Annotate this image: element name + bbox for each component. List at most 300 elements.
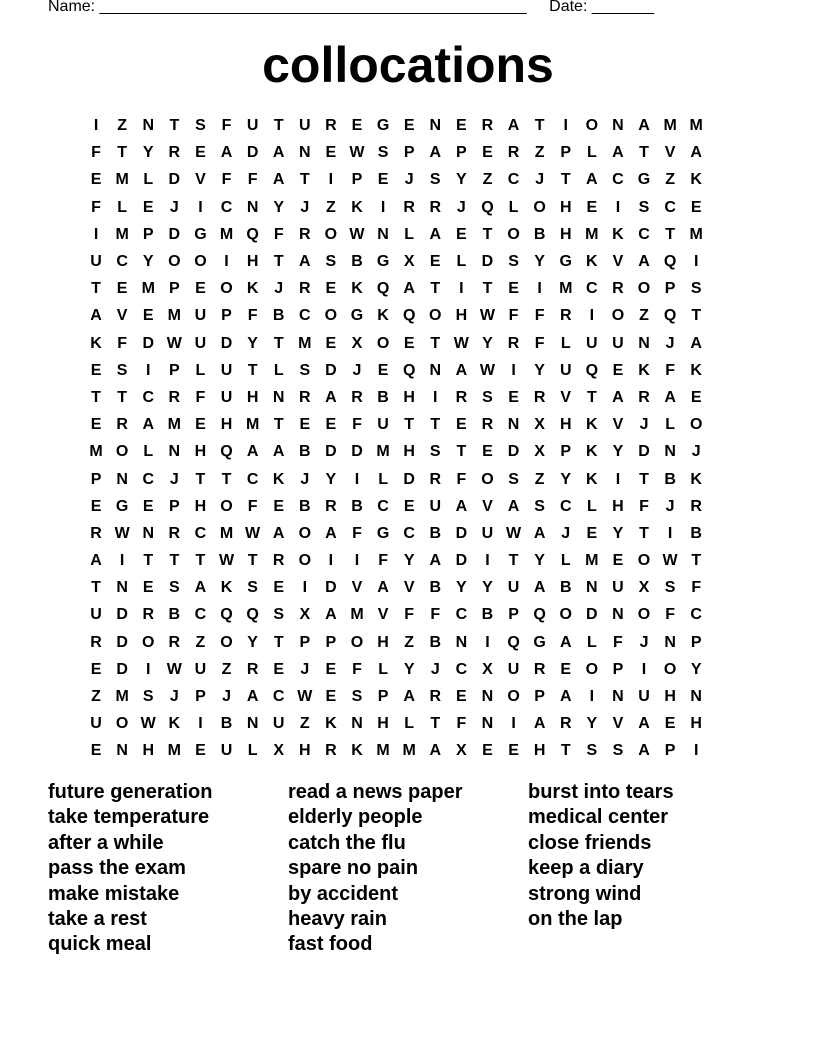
grid-letter[interactable]: Y xyxy=(482,579,493,597)
grid-letter[interactable]: R xyxy=(533,660,546,678)
grid-letter[interactable]: S xyxy=(168,579,180,597)
grid-letter[interactable]: R xyxy=(690,497,702,515)
grid-letter[interactable]: U xyxy=(90,606,102,624)
grid-letter[interactable]: Q xyxy=(585,361,599,379)
grid-letter[interactable]: P xyxy=(612,660,624,678)
grid-letter[interactable]: J xyxy=(300,198,310,216)
grid-letter[interactable]: V xyxy=(403,579,415,597)
grid-letter[interactable]: E xyxy=(612,552,624,570)
grid-letter[interactable]: K xyxy=(690,361,702,379)
grid-letter[interactable]: Y xyxy=(456,171,467,189)
grid-letter[interactable]: N xyxy=(612,688,624,706)
grid-letter[interactable]: A xyxy=(272,443,285,461)
grid-letter[interactable]: N xyxy=(612,117,624,135)
grid-letter[interactable]: T xyxy=(404,416,415,434)
grid-letter[interactable]: M xyxy=(376,443,390,461)
grid-letter[interactable]: U xyxy=(429,497,442,515)
grid-letter[interactable]: N xyxy=(142,117,155,135)
grid-letter[interactable]: F xyxy=(247,307,258,325)
grid-letter[interactable]: L xyxy=(143,443,154,461)
grid-letter[interactable]: B xyxy=(272,307,285,325)
grid-letter[interactable]: E xyxy=(195,280,206,298)
grid-letter[interactable]: I xyxy=(485,552,490,570)
grid-letter[interactable]: A xyxy=(638,117,650,135)
grid-letter[interactable]: P xyxy=(508,606,519,624)
grid-letter[interactable]: H xyxy=(142,742,155,760)
grid-letter[interactable]: U xyxy=(507,579,520,597)
grid-letter[interactable]: G xyxy=(376,117,390,135)
grid-letter[interactable]: I xyxy=(693,742,699,760)
grid-letter[interactable]: A xyxy=(246,688,259,706)
grid-letter[interactable]: F xyxy=(273,225,284,243)
grid-letter[interactable]: O xyxy=(481,470,494,488)
grid-letter[interactable]: M xyxy=(115,688,129,706)
grid-letter[interactable]: J xyxy=(456,198,466,216)
grid-letter[interactable]: F xyxy=(247,171,258,189)
grid-letter[interactable]: E xyxy=(690,388,702,406)
grid-letter[interactable]: O xyxy=(585,660,599,678)
grid-letter[interactable]: E xyxy=(142,198,154,216)
grid-letter[interactable]: S xyxy=(612,742,624,760)
grid-letter[interactable]: H xyxy=(246,388,259,406)
grid-letter[interactable]: K xyxy=(638,361,650,379)
grid-letter[interactable]: Y xyxy=(142,253,154,271)
grid-letter[interactable]: Y xyxy=(142,144,154,162)
grid-letter[interactable]: A xyxy=(325,606,337,624)
grid-letter[interactable]: W xyxy=(662,552,678,570)
grid-letter[interactable]: B xyxy=(220,715,233,733)
grid-letter[interactable]: E xyxy=(116,280,128,298)
grid-letter[interactable]: T xyxy=(508,552,519,570)
grid-letter[interactable]: B xyxy=(429,633,442,651)
grid-letter[interactable]: E xyxy=(195,416,206,434)
grid-letter[interactable]: I xyxy=(354,552,360,570)
grid-letter[interactable]: E xyxy=(273,579,285,597)
grid-letter[interactable]: R xyxy=(559,307,572,325)
grid-letter[interactable]: D xyxy=(168,225,181,243)
grid-letter[interactable]: C xyxy=(142,470,155,488)
grid-letter[interactable]: M xyxy=(219,524,234,542)
grid-letter[interactable]: R xyxy=(638,388,650,406)
grid-letter[interactable]: B xyxy=(377,388,389,406)
grid-letter[interactable]: N xyxy=(664,443,676,461)
grid-letter[interactable]: U xyxy=(220,361,233,379)
grid-letter[interactable]: U xyxy=(90,253,102,271)
grid-letter[interactable]: O xyxy=(663,660,677,678)
grid-letter[interactable]: B xyxy=(351,497,363,515)
grid-letter[interactable]: Y xyxy=(482,334,493,352)
grid-letter[interactable]: Y xyxy=(560,470,572,488)
grid-letter[interactable]: D xyxy=(246,144,259,162)
grid-letter[interactable]: N xyxy=(168,443,181,461)
grid-letter[interactable]: E xyxy=(508,742,519,760)
grid-letter[interactable]: P xyxy=(168,497,180,515)
grid-letter[interactable]: E xyxy=(273,660,285,678)
grid-letter[interactable]: R xyxy=(455,388,468,406)
grid-letter[interactable]: I xyxy=(615,198,621,216)
grid-letter[interactable]: A xyxy=(559,688,572,706)
grid-letter[interactable]: J xyxy=(274,280,284,298)
grid-letter[interactable]: S xyxy=(664,579,676,597)
grid-letter[interactable]: N xyxy=(455,633,468,651)
grid-letter[interactable]: N xyxy=(351,715,363,733)
grid-letter[interactable]: V xyxy=(116,307,128,325)
grid-letter[interactable]: T xyxy=(482,225,493,243)
grid-letter[interactable]: R xyxy=(533,388,546,406)
grid-letter[interactable]: A xyxy=(638,742,650,760)
grid-letter[interactable]: Y xyxy=(403,660,415,678)
grid-letter[interactable]: E xyxy=(456,225,467,243)
grid-letter[interactable]: L xyxy=(117,198,128,216)
grid-letter[interactable]: T xyxy=(430,416,441,434)
grid-letter[interactable]: D xyxy=(586,606,598,624)
grid-letter[interactable]: M xyxy=(245,416,260,434)
grid-letter[interactable]: T xyxy=(91,579,101,597)
grid-letter[interactable]: F xyxy=(508,307,519,325)
grid-letter[interactable]: O xyxy=(637,606,651,624)
grid-letter[interactable]: E xyxy=(325,144,337,162)
grid-letter[interactable]: E xyxy=(403,334,415,352)
grid-letter[interactable]: C xyxy=(142,388,155,406)
grid-letter[interactable]: C xyxy=(194,606,207,624)
grid-letter[interactable]: V xyxy=(195,171,206,189)
grid-letter[interactable]: Y xyxy=(247,334,258,352)
grid-letter[interactable]: K xyxy=(325,715,337,733)
grid-letter[interactable]: A xyxy=(586,171,598,189)
grid-letter[interactable]: A xyxy=(429,552,442,570)
grid-letter[interactable]: N xyxy=(638,334,650,352)
grid-letter[interactable]: E xyxy=(90,742,102,760)
grid-letter[interactable]: F xyxy=(639,497,649,515)
grid-letter[interactable]: T xyxy=(430,715,441,733)
grid-letter[interactable]: R xyxy=(90,633,102,651)
grid-letter[interactable]: D xyxy=(168,171,181,189)
grid-letter[interactable]: R xyxy=(325,117,337,135)
grid-letter[interactable]: S xyxy=(482,388,493,406)
grid-letter[interactable]: I xyxy=(693,253,699,271)
grid-letter[interactable]: E xyxy=(482,443,493,461)
grid-letter[interactable]: S xyxy=(142,688,154,706)
grid-letter[interactable]: A xyxy=(429,225,442,243)
grid-letter[interactable]: X xyxy=(534,416,545,434)
grid-letter[interactable]: Z xyxy=(91,688,101,706)
grid-letter[interactable]: L xyxy=(378,660,388,678)
grid-letter[interactable]: R xyxy=(507,144,520,162)
grid-letter[interactable]: A xyxy=(377,579,389,597)
grid-letter[interactable]: F xyxy=(378,552,388,570)
grid-letter[interactable]: H xyxy=(533,742,546,760)
grid-letter[interactable]: A xyxy=(638,253,650,271)
grid-letter[interactable]: U xyxy=(220,742,233,760)
grid-letter[interactable]: X xyxy=(534,443,545,461)
grid-letter[interactable]: I xyxy=(615,470,621,488)
grid-letter[interactable]: U xyxy=(612,579,624,597)
grid-letter[interactable]: T xyxy=(639,144,649,162)
grid-letter[interactable]: O xyxy=(585,117,599,135)
grid-letter[interactable]: E xyxy=(325,334,337,352)
grid-letter[interactable]: H xyxy=(690,715,702,733)
grid-letter[interactable]: A xyxy=(638,715,650,733)
grid-letter[interactable]: N xyxy=(272,388,285,406)
grid-letter[interactable]: K xyxy=(351,198,363,216)
grid-letter[interactable]: E xyxy=(273,497,285,515)
grid-letter[interactable]: I xyxy=(93,225,99,243)
grid-letter[interactable]: L xyxy=(560,552,571,570)
grid-letter[interactable]: P xyxy=(456,144,467,162)
grid-letter[interactable]: J xyxy=(691,443,701,461)
grid-letter[interactable]: P xyxy=(351,171,363,189)
grid-letter[interactable]: W xyxy=(245,524,261,542)
grid-letter[interactable]: A xyxy=(272,144,285,162)
grid-letter[interactable]: U xyxy=(559,361,572,379)
grid-letter[interactable]: L xyxy=(560,334,571,352)
grid-letter[interactable]: R xyxy=(168,144,181,162)
grid-letter[interactable]: C xyxy=(220,198,233,216)
grid-letter[interactable]: T xyxy=(560,171,571,189)
grid-letter[interactable]: Q xyxy=(402,307,416,325)
grid-letter[interactable]: D xyxy=(455,524,468,542)
grid-letter[interactable]: T xyxy=(273,253,284,271)
grid-letter[interactable]: F xyxy=(247,497,258,515)
grid-letter[interactable]: E xyxy=(299,416,311,434)
grid-letter[interactable]: S xyxy=(690,280,702,298)
grid-letter[interactable]: O xyxy=(507,688,520,706)
grid-letter[interactable]: C xyxy=(664,198,676,216)
grid-letter[interactable]: N xyxy=(612,606,624,624)
grid-letter[interactable]: Y xyxy=(586,715,598,733)
grid-letter[interactable]: T xyxy=(639,524,649,542)
grid-letter[interactable]: S xyxy=(534,497,545,515)
grid-letter[interactable]: Z xyxy=(326,198,336,216)
grid-letter[interactable]: W xyxy=(505,524,522,542)
grid-letter[interactable]: R xyxy=(325,742,337,760)
grid-letter[interactable]: F xyxy=(91,198,101,216)
grid-letter[interactable]: M xyxy=(115,225,129,243)
grid-letter[interactable]: Y xyxy=(534,253,545,271)
grid-letter[interactable]: I xyxy=(563,117,568,135)
grid-letter[interactable]: H xyxy=(246,253,259,271)
grid-letter[interactable]: U xyxy=(377,416,389,434)
grid-letter[interactable]: E xyxy=(195,742,206,760)
grid-letter[interactable]: A xyxy=(142,416,155,434)
grid-letter[interactable]: U xyxy=(586,334,598,352)
grid-letter[interactable]: F xyxy=(352,524,362,542)
grid-letter[interactable]: Y xyxy=(403,552,415,570)
grid-letter[interactable]: J xyxy=(535,171,545,189)
grid-letter[interactable]: M xyxy=(402,742,416,760)
grid-letter[interactable]: O xyxy=(168,253,181,271)
grid-letter[interactable]: H xyxy=(299,742,311,760)
grid-letter[interactable]: G xyxy=(194,225,207,243)
grid-letter[interactable]: I xyxy=(198,715,203,733)
grid-letter[interactable]: M xyxy=(141,280,155,298)
grid-letter[interactable]: A xyxy=(533,715,546,733)
grid-letter[interactable]: I xyxy=(224,253,229,271)
grid-letter[interactable]: C xyxy=(272,688,285,706)
grid-letter[interactable]: C xyxy=(194,524,207,542)
grid-letter[interactable]: T xyxy=(221,470,232,488)
grid-letter[interactable]: Q xyxy=(663,253,677,271)
grid-letter[interactable]: M xyxy=(689,225,703,243)
grid-letter[interactable]: W xyxy=(140,715,156,733)
grid-letter[interactable]: T xyxy=(273,416,284,434)
grid-letter[interactable]: F xyxy=(691,579,702,597)
grid-letter[interactable]: A xyxy=(690,334,702,352)
grid-letter[interactable]: Y xyxy=(534,361,545,379)
grid-letter[interactable]: M xyxy=(219,225,234,243)
grid-letter[interactable]: C xyxy=(455,660,468,678)
grid-letter[interactable]: N xyxy=(429,117,442,135)
grid-letter[interactable]: J xyxy=(169,198,179,216)
grid-letter[interactable]: L xyxy=(586,497,597,515)
grid-letter[interactable]: A xyxy=(325,388,337,406)
grid-letter[interactable]: C xyxy=(586,280,598,298)
grid-letter[interactable]: I xyxy=(537,280,542,298)
grid-letter[interactable]: O xyxy=(507,225,520,243)
grid-letter[interactable]: R xyxy=(481,117,494,135)
grid-letter[interactable]: R xyxy=(429,470,442,488)
grid-letter[interactable]: I xyxy=(119,552,125,570)
grid-letter[interactable]: M xyxy=(167,307,181,325)
grid-letter[interactable]: X xyxy=(299,606,311,624)
grid-letter[interactable]: O xyxy=(611,307,625,325)
grid-letter[interactable]: O xyxy=(142,633,155,651)
grid-letter[interactable]: X xyxy=(638,579,650,597)
grid-letter[interactable]: C xyxy=(403,524,415,542)
grid-letter[interactable]: J xyxy=(404,171,414,189)
grid-letter[interactable]: B xyxy=(299,443,311,461)
grid-letter[interactable]: S xyxy=(247,579,258,597)
grid-letter[interactable]: P xyxy=(325,633,337,651)
grid-letter[interactable]: A xyxy=(429,742,442,760)
grid-letter[interactable]: I xyxy=(302,579,308,597)
grid-letter[interactable]: L xyxy=(195,361,206,379)
grid-letter[interactable]: R xyxy=(507,334,520,352)
grid-letter[interactable]: Z xyxy=(534,144,545,162)
grid-letter[interactable]: B xyxy=(299,497,311,515)
grid-letter[interactable]: E xyxy=(690,198,702,216)
grid-letter[interactable]: T xyxy=(273,334,284,352)
grid-letter[interactable]: G xyxy=(533,633,546,651)
grid-letter[interactable]: P xyxy=(168,280,180,298)
grid-letter[interactable]: G xyxy=(350,307,364,325)
grid-letter[interactable]: F xyxy=(91,144,101,162)
grid-letter[interactable]: D xyxy=(220,334,233,352)
grid-letter[interactable]: H xyxy=(194,497,207,515)
grid-letter[interactable]: K xyxy=(168,715,181,733)
grid-letter[interactable]: I xyxy=(589,307,595,325)
grid-letter[interactable]: J xyxy=(300,470,310,488)
grid-letter[interactable]: N xyxy=(116,470,128,488)
grid-letter[interactable]: E xyxy=(403,497,415,515)
grid-letter[interactable]: A xyxy=(612,144,624,162)
grid-letter[interactable]: A xyxy=(194,579,207,597)
grid-letter[interactable]: T xyxy=(560,742,571,760)
grid-letter[interactable]: N xyxy=(299,144,311,162)
grid-letter[interactable]: O xyxy=(689,416,703,434)
grid-letter[interactable]: A xyxy=(455,497,468,515)
grid-letter[interactable]: V xyxy=(612,416,624,434)
grid-letter[interactable]: R xyxy=(481,416,494,434)
grid-letter[interactable]: K xyxy=(586,416,598,434)
grid-letter[interactable]: A xyxy=(664,388,676,406)
grid-letter[interactable]: D xyxy=(638,443,650,461)
grid-letter[interactable]: K xyxy=(246,280,259,298)
grid-letter[interactable]: T xyxy=(456,443,467,461)
grid-letter[interactable]: A xyxy=(429,144,442,162)
grid-letter[interactable]: I xyxy=(380,198,386,216)
grid-letter[interactable]: L xyxy=(586,144,597,162)
grid-letter[interactable]: E xyxy=(482,144,493,162)
grid-letter[interactable]: F xyxy=(665,361,675,379)
grid-letter[interactable]: U xyxy=(194,307,207,325)
grid-letter[interactable]: M xyxy=(689,117,703,135)
grid-letter[interactable]: U xyxy=(220,388,233,406)
grid-letter[interactable]: T xyxy=(91,388,101,406)
grid-letter[interactable]: H xyxy=(559,198,572,216)
grid-letter[interactable]: O xyxy=(298,552,312,570)
grid-letter[interactable]: A xyxy=(246,443,259,461)
grid-letter[interactable]: C xyxy=(507,171,520,189)
grid-letter[interactable]: H xyxy=(403,388,415,406)
grid-letter[interactable]: T xyxy=(273,117,284,135)
grid-letter[interactable]: Z xyxy=(195,633,206,651)
grid-letter[interactable]: R xyxy=(142,606,155,624)
grid-letter[interactable]: T xyxy=(273,633,284,651)
grid-letter[interactable]: O xyxy=(429,307,442,325)
grid-letter[interactable]: P xyxy=(299,633,311,651)
grid-letter[interactable]: L xyxy=(273,361,284,379)
grid-letter[interactable]: Z xyxy=(482,171,493,189)
grid-letter[interactable]: N xyxy=(586,579,598,597)
grid-letter[interactable]: Y xyxy=(690,660,702,678)
grid-letter[interactable]: H xyxy=(403,443,415,461)
grid-letter[interactable]: S xyxy=(299,361,311,379)
grid-letter[interactable]: S xyxy=(429,443,441,461)
grid-letter[interactable]: A xyxy=(559,633,572,651)
grid-letter[interactable]: P xyxy=(560,144,572,162)
grid-letter[interactable]: B xyxy=(351,253,363,271)
grid-letter[interactable]: E xyxy=(560,660,572,678)
grid-letter[interactable]: U xyxy=(246,117,259,135)
grid-letter[interactable]: G xyxy=(376,524,390,542)
grid-letter[interactable]: Z xyxy=(404,633,415,651)
grid-letter[interactable]: Q xyxy=(507,633,520,651)
grid-letter[interactable]: E xyxy=(377,361,389,379)
grid-letter[interactable]: R xyxy=(246,660,259,678)
grid-letter[interactable]: M xyxy=(167,742,181,760)
grid-letter[interactable]: E xyxy=(482,742,493,760)
grid-letter[interactable]: Q xyxy=(402,361,416,379)
grid-letter[interactable]: D xyxy=(403,470,415,488)
grid-letter[interactable]: R xyxy=(429,688,442,706)
grid-letter[interactable]: K xyxy=(612,225,624,243)
grid-letter[interactable]: N xyxy=(481,715,494,733)
grid-letter[interactable]: U xyxy=(194,660,207,678)
grid-letter[interactable]: S xyxy=(195,117,206,135)
grid-letter[interactable]: N xyxy=(481,688,494,706)
grid-letter[interactable]: W xyxy=(349,144,365,162)
grid-letter[interactable]: L xyxy=(404,225,415,243)
grid-letter[interactable]: B xyxy=(559,579,572,597)
grid-letter[interactable]: C xyxy=(638,225,650,243)
grid-letter[interactable]: T xyxy=(639,470,649,488)
grid-letter[interactable]: Z xyxy=(299,715,310,733)
grid-letter[interactable]: E xyxy=(429,253,441,271)
grid-letter[interactable]: D xyxy=(351,443,363,461)
grid-letter[interactable]: O xyxy=(220,280,233,298)
grid-letter[interactable]: E xyxy=(90,361,102,379)
